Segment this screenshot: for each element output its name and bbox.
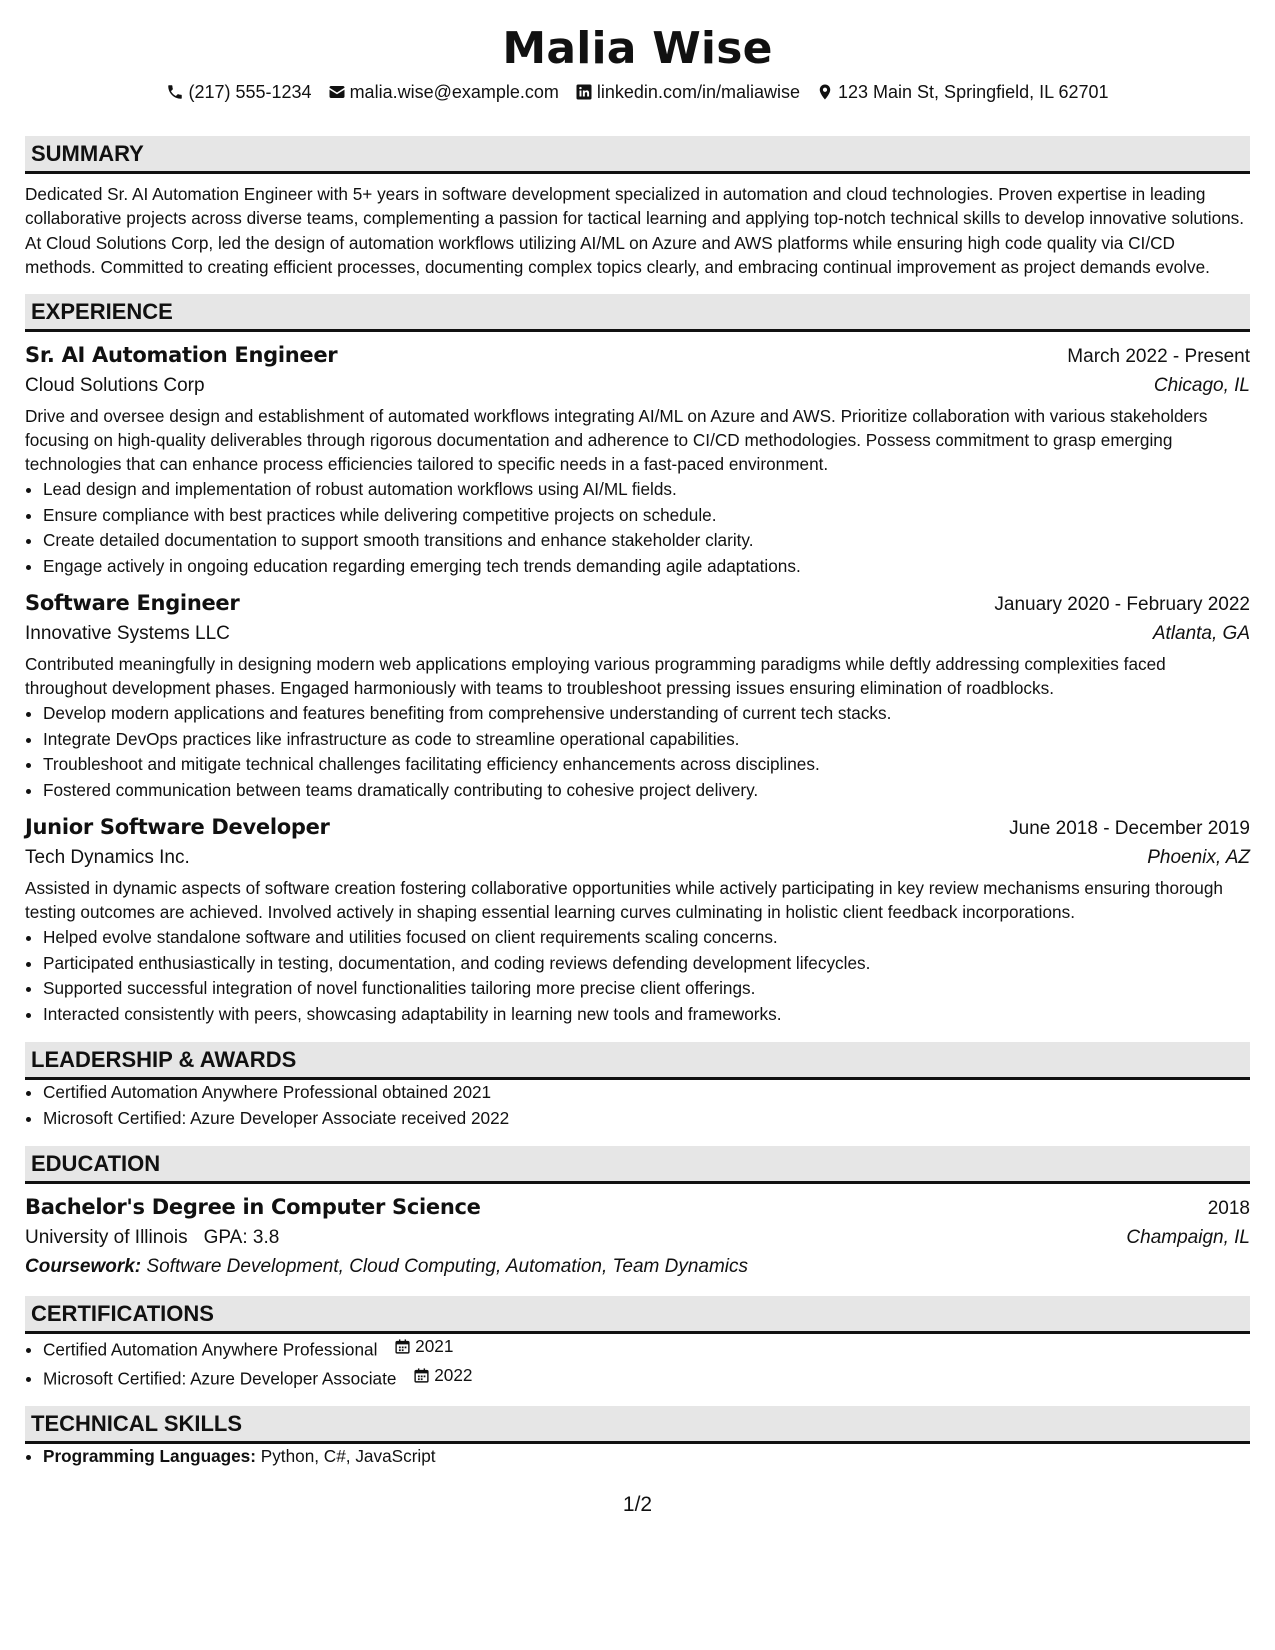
cert-name: Microsoft Certified: Azure Developer Associate — [43, 1368, 397, 1389]
list-item: • Microsoft Certified: Azure Developer Associate received 2022 — [43, 1106, 1250, 1132]
list-item: • Integrate DevOps practices like infrastructure as code to streamline operational capabilities. — [43, 727, 1250, 753]
degree-title: Bachelor's Degree in Computer Science — [25, 1194, 481, 1219]
linkedin-link[interactable]: linkedin.com/in/maliawise — [596, 82, 800, 102]
list-item: • Helped evolve standalone software and utilities focused on client requirements scaling concerns. — [43, 925, 1250, 951]
job-description: Drive and oversee design and establishment of automated workflows integrating AI/ML on Azure and AWS. Prioritize collaboration with various stakeholders focusing on high-quality deliverables through rigorous documentation and adherence to CI/CD methodologies. Possess commitment to grasp emerging technologies that can enhance process efficiencies tailored to specific needs in a fast-paced environment. — [25, 405, 1208, 475]
list-item — [43, 1363, 1250, 1392]
job-dates: March 2022 - Present — [1067, 345, 1250, 367]
page-number: 1/2 — [622, 1493, 653, 1516]
candidate-name: Malia Wise — [502, 23, 773, 74]
education-entry — [25, 1192, 1250, 1282]
coursework — [25, 1252, 1250, 1282]
contact-phone — [166, 80, 311, 104]
cert-date — [413, 1363, 472, 1389]
job-location: Chicago, IL — [1153, 374, 1250, 396]
education-heading: EDUCATION — [25, 1146, 1250, 1184]
linkedin-icon — [575, 83, 593, 101]
address-text: 123 Main St, Springfield, IL 62701 — [838, 82, 1109, 102]
school-name: University of Illinois — [25, 1226, 188, 1248]
contact-linkedin[interactable] — [575, 80, 800, 104]
job-company: Tech Dynamics Inc. — [25, 847, 190, 869]
phone-text: (217) 555-1234 — [188, 82, 312, 102]
resume-page — [25, 0, 1250, 1470]
phone-icon — [166, 83, 184, 101]
job-description: Assisted in dynamic aspects of software creation fostering collaborative opportunities while actively participating in key review mechanisms ensuring thorough testing outcomes are achieved. Involved actively in shaping essential learning curves culminating in holistic client feedback incorporations. — [25, 878, 1223, 923]
list-item — [43, 1334, 1250, 1363]
skill-category: Programming Languages: — [43, 1446, 256, 1466]
list-item — [43, 1444, 1250, 1470]
job-title: Junior Software Developer — [25, 815, 330, 840]
coursework-list: Software Development, Cloud Computing, Automation, Team Dynamics — [146, 1255, 749, 1277]
list-item: • Develop modern applications and features benefiting from comprehensive understanding of current tech stacks. — [43, 701, 1250, 727]
map-pin-icon — [816, 83, 834, 101]
leadership-list — [25, 1080, 1250, 1132]
summary-heading: SUMMARY — [25, 136, 1250, 174]
email-link[interactable]: malia.wise@example.com — [349, 82, 559, 102]
list-item: • Certified Automation Anywhere Professional obtained 2021 — [43, 1080, 1250, 1106]
cert-name: Certified Automation Anywhere Professional — [43, 1339, 378, 1360]
job-company: Innovative Systems LLC — [25, 623, 230, 645]
job-dates: June 2018 - December 2019 — [1009, 818, 1250, 840]
list-item: • Create detailed documentation to support smooth transitions and enhance stakeholder clarity. — [43, 528, 1250, 554]
job-entry — [25, 812, 1250, 1028]
list-item: • Supported successful integration of novel functionalities tailoring more precise client offerings. — [43, 976, 1250, 1002]
job-bullets — [25, 925, 1250, 1028]
job-entry — [25, 588, 1250, 804]
job-location: Phoenix, AZ — [1147, 847, 1250, 869]
job-bullets — [25, 477, 1250, 580]
job-description: Contributed meaningfully in designing modern web applications employing various programming paradigms while deftly addressing complexities faced throughout development phases. Engaged harmoniously with teams to troubleshoot pressing issues ensuring elimination of roadblocks. — [25, 654, 1166, 699]
cert-year: 2022 — [434, 1364, 473, 1385]
job-bullets — [25, 701, 1250, 804]
skills-heading: TECHNICAL SKILLS — [25, 1406, 1250, 1444]
job-title: Sr. AI Automation Engineer — [25, 342, 338, 367]
contact-address — [816, 80, 1109, 104]
skills-list — [25, 1444, 1250, 1470]
contact-email[interactable] — [328, 80, 559, 104]
job-entry — [25, 340, 1250, 580]
calendar-icon — [394, 1338, 411, 1355]
list-item: • Troubleshoot and mitigate technical challenges facilitating efficiency enhancements across disciplines. — [43, 752, 1250, 778]
list-item: • Ensure compliance with best practices while delivering competitive projects on schedule. — [43, 503, 1250, 529]
school-location: Champaign, IL — [1126, 1226, 1250, 1248]
envelope-icon — [328, 83, 346, 101]
calendar-icon — [413, 1367, 430, 1384]
graduation-year: 2018 — [1207, 1197, 1250, 1219]
list-item: • Lead design and implementation of robust automation workflows using AI/ML fields. — [43, 477, 1250, 503]
job-company: Cloud Solutions Corp — [25, 374, 205, 396]
cert-date — [394, 1334, 453, 1360]
list-item: • Participated enthusiastically in testing, documentation, and coding reviews defending development lifecycles. — [43, 951, 1250, 977]
certifications-list — [25, 1334, 1250, 1392]
experience-heading: EXPERIENCE — [25, 294, 1250, 332]
certifications-heading: CERTIFICATIONS — [25, 1296, 1250, 1334]
school-line — [25, 1224, 279, 1252]
job-title: Software Engineer — [25, 591, 240, 616]
list-item: • Engage actively in ongoing education regarding emerging tech trends demanding agile adaptations. — [43, 554, 1250, 580]
cert-year: 2021 — [415, 1335, 454, 1356]
job-dates: January 2020 - February 2022 — [994, 594, 1250, 616]
contact-bar — [25, 80, 1250, 104]
summary-text: Dedicated Sr. AI Automation Engineer with 5+ years in software development specialized in automation and cloud technologies. Proven expertise in leading collaborative projects across diverse teams, complementing a passion for tactical learning and applying top-notch technical skills to develop innovative solutions. At Cloud Solutions Corp, led the design of automation workflows utilizing AI/ML on Azure and AWS platforms while ensuring high code quality via CI/CD methods. Committed to creating efficient processes, documenting complex topics clearly, and embracing continual improvement as project demands evolve. — [25, 184, 1245, 278]
list-item: • Fostered communication between teams dramatically contributing to cohesive project delivery. — [43, 778, 1250, 804]
leadership-heading: LEADERSHIP & AWARDS — [25, 1042, 1250, 1080]
list-item: • Interacted consistently with peers, showcasing adaptability in learning new tools and frameworks. — [43, 1002, 1250, 1028]
coursework-label: Coursework: — [25, 1255, 142, 1277]
gpa: GPA: 3.8 — [203, 1226, 280, 1248]
job-location: Atlanta, GA — [1152, 623, 1250, 645]
skill-values: Python, C#, JavaScript — [260, 1446, 436, 1466]
